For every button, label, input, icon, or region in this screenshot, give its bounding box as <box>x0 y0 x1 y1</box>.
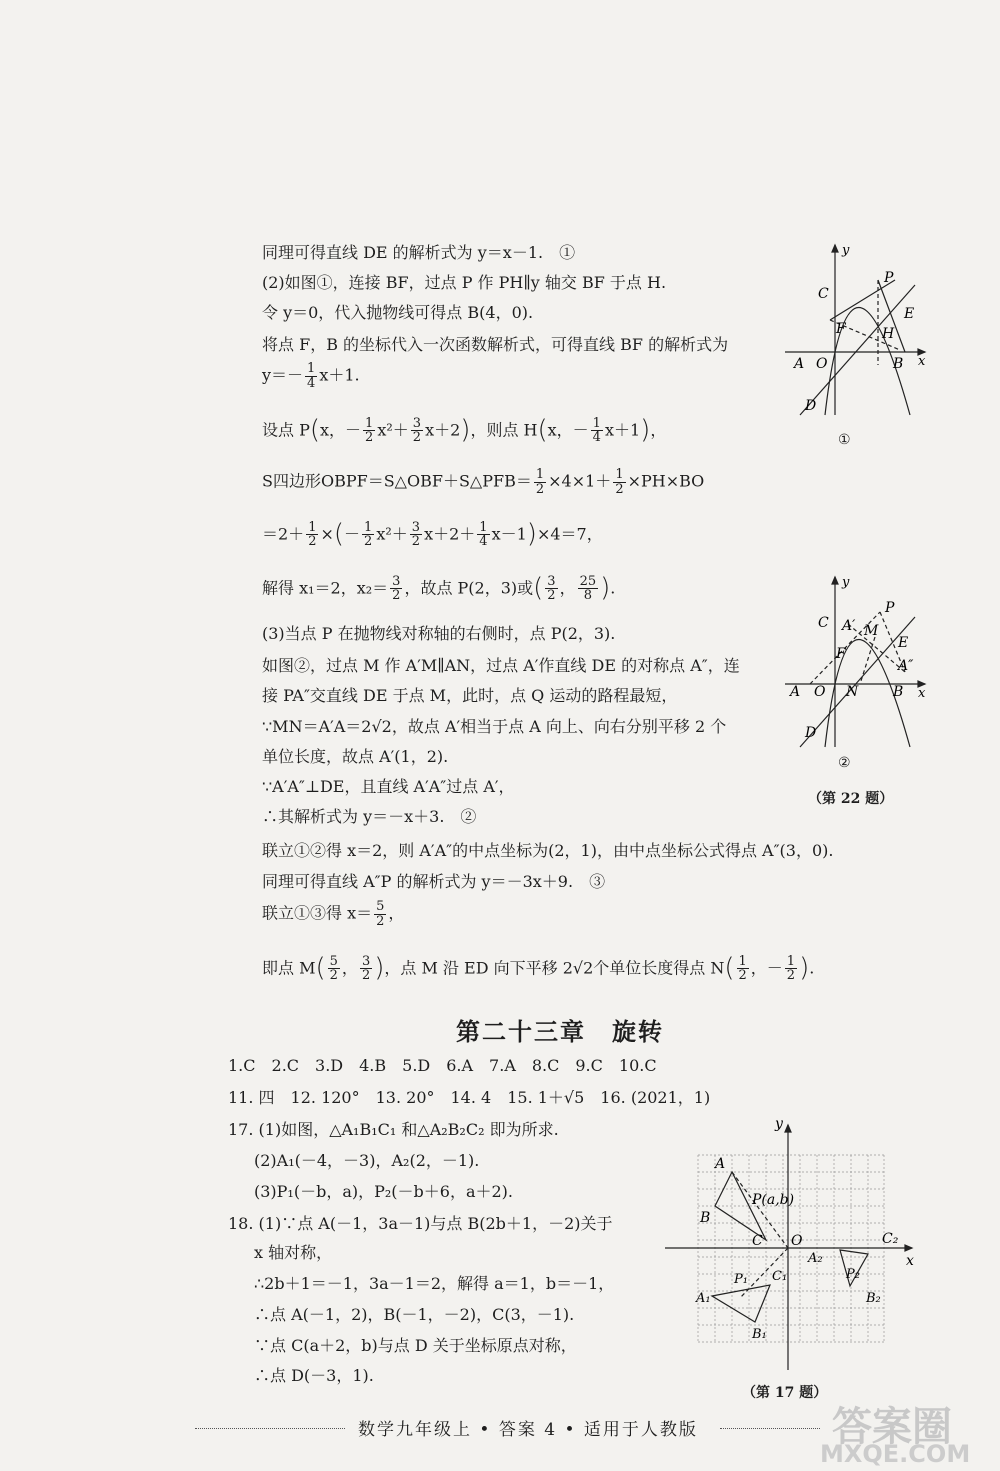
svg-text:H: H <box>882 326 895 342</box>
svg-text:E: E <box>898 635 909 651</box>
svg-text:x: x <box>918 686 926 701</box>
svg-text:B₁: B₁ <box>752 1327 767 1342</box>
fraction: $\frac{1}{4}$ <box>307 361 316 391</box>
svg-text:y: y <box>842 575 850 590</box>
answer-line: 11. 四 12. 120° 13. 20° 14. 4 15. 1＋√5 16. (2021，1) <box>228 1088 711 1107</box>
svg-text:A″: A″ <box>898 658 914 674</box>
figure-2-caption: ② <box>838 755 851 771</box>
svg-text:P: P <box>884 270 894 286</box>
svg-text:B: B <box>893 684 904 700</box>
svg-text:O: O <box>791 1233 803 1249</box>
watermark-url: MXQE.COM <box>820 1440 971 1468</box>
svg-text:x: x <box>906 1253 914 1269</box>
text-line: ＝2＋ $\frac{1}{2}$ ×(－ $\frac{1}{2}$ x²＋ $\frac{3}{2}$ x＋2＋ $\frac{1}{4}$ x－1)×4＝7， <box>262 519 603 550</box>
svg-text:x: x <box>918 354 926 369</box>
figure-22-caption: （第 22 题） <box>808 791 894 807</box>
page-footer: 数学九年级上 • 答案 4 • 适用于人教版 <box>358 1420 698 1440</box>
text-line: 设点 P(x，－ $\frac{1}{2}$ x²＋ $\frac{3}{2}$ x＋2)，则点 H(x，－ $\frac{1}{4}$ x＋1)， <box>262 415 667 446</box>
svg-text:N: N <box>846 684 859 700</box>
svg-text:C₁: C₁ <box>772 1269 788 1284</box>
svg-text:A: A <box>794 356 805 372</box>
chapter-title: 第二十三章 旋转 <box>456 1018 664 1046</box>
svg-text:C: C <box>818 286 829 302</box>
figure-2 <box>780 572 930 752</box>
answer-line: 17. (1)如图，△A₁B₁C₁ 和△A₂B₂C₂ 即为所求. <box>228 1120 559 1139</box>
svg-text:C: C <box>752 1233 763 1249</box>
figure-1-caption: ① <box>838 432 851 448</box>
text-line: 解得 x₁＝2，x₂＝ $\frac{3}{2}$ ，故点 P(2，3)或( $\frac{3}{2}$ ， $\frac{25}{8}$ ). <box>262 573 616 604</box>
answer-line: ∴点 A(－1，2)，B(－1，－2)，C(3，－1). <box>254 1305 575 1324</box>
svg-text:B₂: B₂ <box>866 1291 881 1306</box>
svg-text:F: F <box>836 321 846 337</box>
text-line: ∵A′A″⊥DE，且直线 A′A″过点 A′， <box>262 777 515 796</box>
text-line: (3)当点 P 在抛物线对称轴的右侧时，点 P(2，3). <box>262 624 616 643</box>
answer-line: 18. (1)∵点 A(－1，3a－1)与点 B(2b＋1，－2)关于 <box>228 1214 613 1233</box>
text-line: 联立①②得 x＝2，则 A′A″的中点坐标为(2，1)，由中点坐标公式得点 A″(3，0). <box>262 841 834 860</box>
text-line: (2)如图①，连接 BF，过点 P 作 PH∥y 轴交 BF 于点 H. <box>262 273 667 292</box>
svg-text:E: E <box>904 306 915 322</box>
text-line: S四边形OBPF＝S△OBF＋S△PFB＝ $\frac{1}{2}$ ×4×1＋ $\frac{1}{2}$ ×PH×BO <box>262 467 705 497</box>
text-line: ∵MN＝A′A＝2√2，故点 A′相当于点 A 向上、向右分别平移 2 个 <box>262 717 727 736</box>
svg-text:P₁: P₁ <box>734 1272 748 1287</box>
text-line: 令 y＝0，代入抛物线可得点 B(4，0). <box>262 303 534 322</box>
svg-text:O: O <box>814 684 826 700</box>
svg-text:A₂: A₂ <box>808 1251 823 1266</box>
svg-text:A: A <box>715 1156 726 1172</box>
svg-text:A′: A′ <box>842 618 856 634</box>
svg-text:F: F <box>836 646 846 662</box>
text-line: 即点 M( $\frac{5}{2}$ ， $\frac{3}{2}$ )，点 M 沿 ED 向下平移 2√2个单位长度得点 N( $\frac{1}{2}$ ，－ $\frac{1}{2}$ ). <box>262 953 815 984</box>
answer-line: (2)A₁(－4，－3)，A₂(2，－1). <box>254 1151 480 1170</box>
text-line: 同理可得直线 DE 的解析式为 y＝x－1. ① <box>262 243 576 262</box>
svg-text:P₂: P₂ <box>846 1267 860 1282</box>
svg-text:P: P <box>885 600 895 616</box>
svg-text:P(a,b): P(a,b) <box>752 1192 795 1208</box>
svg-text:C: C <box>818 615 829 631</box>
footer-divider <box>195 1428 345 1429</box>
svg-text:O: O <box>816 356 828 372</box>
answer-line: x 轴对称， <box>254 1243 333 1262</box>
text-line: 联立①③得 x＝ $\frac{5}{2}$ ， <box>262 899 405 929</box>
figure-1 <box>780 240 930 420</box>
text-line: 单位长度，故点 A′(1，2). <box>262 747 449 766</box>
answer-line: 1.C 2.C 3.D 4.B 5.D 6.A 7.A 8.C 9.C 10.C <box>228 1056 657 1075</box>
svg-text:B: B <box>700 1210 711 1226</box>
figure-17-caption: （第 17 题） <box>742 1385 828 1401</box>
svg-text:D: D <box>805 725 817 741</box>
svg-text:C₂: C₂ <box>882 1231 899 1247</box>
text-line: 如图②，过点 M 作 A′M∥AN，过点 A′作直线 DE 的对称点 A″，连 <box>262 656 740 675</box>
answer-line: ∵点 C(a＋2，b)与点 D 关于坐标原点对称， <box>254 1336 577 1355</box>
svg-text:y: y <box>842 243 850 258</box>
answer-line: ∴2b＋1＝－1，3a－1＝2，解得 a＝1，b＝－1， <box>254 1274 615 1293</box>
svg-text:y: y <box>775 1116 783 1132</box>
svg-text:M: M <box>864 623 879 639</box>
svg-text:A: A <box>790 684 801 700</box>
answer-line: ∴点 D(－3，1). <box>254 1366 374 1385</box>
watermark-logo: 答案圈 <box>832 1404 952 1450</box>
figure-17 <box>660 1110 930 1375</box>
svg-text:D: D <box>805 398 817 414</box>
text-line: 将点 F，B 的坐标代入一次函数解析式，可得直线 BF 的解析式为 <box>262 335 729 354</box>
footer-divider <box>720 1428 820 1429</box>
svg-text:A₁: A₁ <box>696 1291 711 1306</box>
answer-line: (3)P₁(－b，a)，P₂(－b＋6，a＋2). <box>254 1182 514 1201</box>
text-line: y＝－ $\frac{1}{4}$ x＋1. <box>262 361 360 391</box>
svg-text:B: B <box>893 356 904 372</box>
text-line: 同理可得直线 A″P 的解析式为 y＝－3x＋9. ③ <box>262 872 606 891</box>
text-line: 接 PA″交直线 DE 于点 M，此时，点 Q 运动的路程最短， <box>262 686 678 705</box>
text-line: ∴其解析式为 y＝－x＋3. ② <box>262 807 477 826</box>
